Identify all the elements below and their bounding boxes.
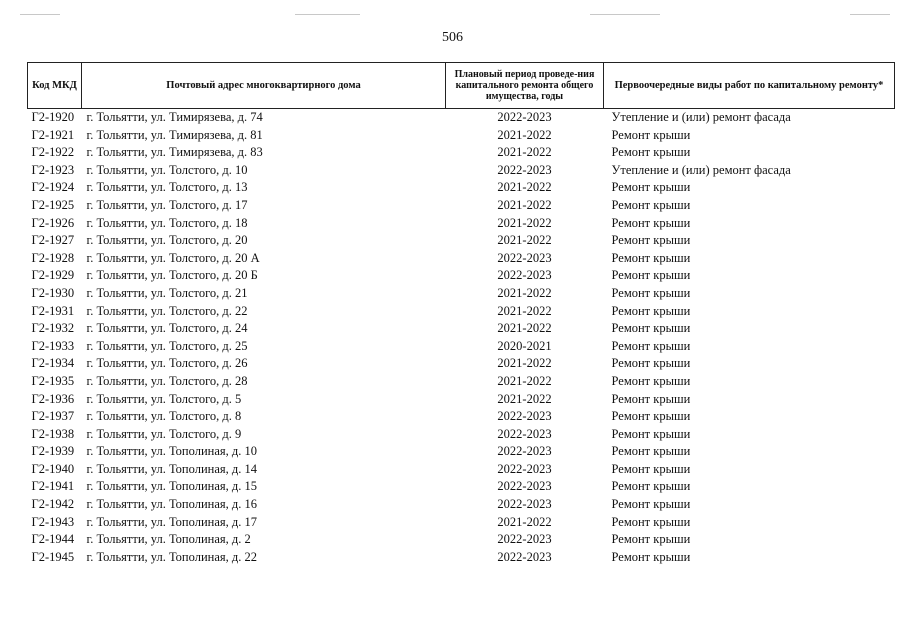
cell-works: Ремонт крыши bbox=[611, 409, 691, 424]
cell-code: Г2-1935 bbox=[31, 373, 75, 388]
cell-works: Ремонт крыши bbox=[611, 321, 691, 336]
table-header-row bbox=[28, 63, 895, 109]
cell-works: Утепление и (или) ремонт фасада bbox=[611, 162, 791, 177]
table-row bbox=[28, 285, 895, 303]
cell-period: 2022-2023 bbox=[497, 444, 552, 459]
cell-period: 2021-2022 bbox=[497, 180, 552, 195]
header-code: Код МКД bbox=[28, 63, 82, 109]
cell-code: Г2-1934 bbox=[31, 356, 75, 371]
cell-works: Ремонт крыши bbox=[611, 461, 691, 476]
cell-period: 2022-2023 bbox=[497, 162, 552, 177]
cell-address: г. Тольятти, ул. Тополиная, д. 14 bbox=[86, 461, 257, 476]
table-row bbox=[28, 461, 895, 479]
cell-address: г. Тольятти, ул. Толстого, д. 20 А bbox=[86, 250, 260, 265]
page-number: 506 bbox=[442, 30, 463, 45]
cell-address: г. Тольятти, ул. Тополиная, д. 15 bbox=[86, 479, 257, 494]
cell-period: 2022-2023 bbox=[497, 250, 552, 265]
table-row bbox=[28, 232, 895, 250]
cell-code: Г2-1937 bbox=[31, 409, 75, 424]
cell-code: Г2-1940 bbox=[31, 461, 75, 476]
cell-code: Г2-1927 bbox=[31, 233, 75, 248]
table-row bbox=[28, 496, 895, 514]
cell-works: Ремонт крыши bbox=[611, 338, 691, 353]
table-row bbox=[28, 531, 895, 549]
scan-artifact bbox=[295, 14, 360, 15]
cell-period: 2021-2022 bbox=[497, 233, 552, 248]
cell-code: Г2-1929 bbox=[31, 268, 75, 283]
table-body bbox=[28, 109, 895, 567]
table-row bbox=[28, 250, 895, 268]
table-row bbox=[28, 373, 895, 391]
cell-code: Г2-1922 bbox=[31, 145, 75, 160]
cell-period: 2021-2022 bbox=[497, 321, 552, 336]
table-row bbox=[28, 162, 895, 180]
table-row bbox=[28, 355, 895, 373]
cell-works: Ремонт крыши bbox=[611, 303, 691, 318]
cell-address: г. Тольятти, ул. Тополиная, д. 16 bbox=[86, 497, 257, 512]
cell-works: Ремонт крыши bbox=[611, 373, 691, 388]
cell-period: 2021-2022 bbox=[497, 373, 552, 388]
table-row bbox=[28, 514, 895, 532]
cell-period: 2021-2022 bbox=[497, 514, 552, 529]
cell-works: Ремонт крыши bbox=[611, 479, 691, 494]
cell-address: г. Тольятти, ул. Толстого, д. 8 bbox=[86, 409, 242, 424]
cell-works: Ремонт крыши bbox=[611, 514, 691, 529]
cell-code: Г2-1938 bbox=[31, 426, 75, 441]
cell-works: Ремонт крыши bbox=[611, 233, 691, 248]
cell-code: Г2-1936 bbox=[31, 391, 75, 406]
cell-code: Г2-1941 bbox=[31, 479, 75, 494]
cell-works: Ремонт крыши bbox=[611, 285, 691, 300]
cell-code: Г2-1943 bbox=[31, 514, 75, 529]
table-row bbox=[28, 320, 895, 338]
table-row bbox=[28, 443, 895, 461]
cell-code: Г2-1920 bbox=[31, 110, 75, 124]
cell-period: 2022-2023 bbox=[497, 110, 552, 124]
table-row bbox=[28, 215, 895, 233]
table-row bbox=[28, 549, 895, 567]
table-row bbox=[28, 426, 895, 444]
cell-works: Ремонт крыши bbox=[611, 215, 691, 230]
cell-works: Ремонт крыши bbox=[611, 497, 691, 512]
cell-address: г. Тольятти, ул. Тополиная, д. 22 bbox=[86, 549, 257, 564]
cell-address: г. Тольятти, ул. Толстого, д. 5 bbox=[86, 391, 242, 406]
cell-address: г. Тольятти, ул. Толстого, д. 22 bbox=[86, 303, 248, 318]
cell-address: г. Тольятти, ул. Толстого, д. 13 bbox=[86, 180, 248, 195]
cell-address: г. Тольятти, ул. Толстого, д. 26 bbox=[86, 356, 248, 371]
table-row bbox=[28, 338, 895, 356]
cell-address: г. Тольятти, ул. Толстого, д. 10 bbox=[86, 162, 248, 177]
table-row bbox=[28, 179, 895, 197]
table-row bbox=[28, 127, 895, 145]
header-works: Первоочередные виды работ по капитальному ремонту* bbox=[604, 63, 895, 109]
cell-address: г. Тольятти, ул. Тополиная, д. 10 bbox=[86, 444, 257, 459]
cell-works: Ремонт крыши bbox=[611, 391, 691, 406]
cell-works: Ремонт крыши bbox=[611, 549, 691, 564]
cell-works: Ремонт крыши bbox=[611, 426, 691, 441]
table-row bbox=[28, 197, 895, 215]
cell-works: Ремонт крыши bbox=[611, 197, 691, 212]
cell-address: г. Тольятти, ул. Толстого, д. 20 bbox=[86, 233, 248, 248]
cell-address: г. Тольятти, ул. Тополиная, д. 17 bbox=[86, 514, 257, 529]
cell-code: Г2-1931 bbox=[31, 303, 75, 318]
cell-address: г. Тольятти, ул. Толстого, д. 28 bbox=[86, 373, 248, 388]
cell-period: 2022-2023 bbox=[497, 268, 552, 283]
cell-period: 2021-2022 bbox=[497, 145, 552, 160]
cell-code: Г2-1932 bbox=[31, 321, 75, 336]
table-row bbox=[28, 391, 895, 409]
cell-code: Г2-1924 bbox=[31, 180, 75, 195]
header-period: Плановый период проведе-ния капитального ремонта общего имущества, годы bbox=[446, 63, 604, 109]
cell-works: Ремонт крыши bbox=[611, 532, 691, 547]
scan-artifact bbox=[850, 14, 890, 15]
cell-works: Ремонт крыши bbox=[611, 356, 691, 371]
cell-address: г. Тольятти, ул. Тополиная, д. 2 bbox=[86, 532, 251, 547]
scan-artifact bbox=[590, 14, 660, 15]
table-row bbox=[28, 408, 895, 426]
cell-address: г. Тольятти, ул. Толстого, д. 24 bbox=[86, 321, 248, 336]
cell-period: 2022-2023 bbox=[497, 549, 552, 564]
cell-period: 2021-2022 bbox=[497, 391, 552, 406]
cell-address: г. Тольятти, ул. Тимирязева, д. 74 bbox=[86, 110, 263, 124]
cell-address: г. Тольятти, ул. Толстого, д. 21 bbox=[86, 285, 248, 300]
table-row bbox=[28, 478, 895, 496]
cell-address: г. Тольятти, ул. Толстого, д. 17 bbox=[86, 197, 248, 212]
table-row bbox=[28, 109, 895, 127]
cell-code: Г2-1933 bbox=[31, 338, 75, 353]
cell-period: 2022-2023 bbox=[497, 426, 552, 441]
cell-code: Г2-1942 bbox=[31, 497, 75, 512]
cell-period: 2022-2023 bbox=[497, 479, 552, 494]
cell-code: Г2-1923 bbox=[31, 162, 75, 177]
cell-works: Ремонт крыши bbox=[611, 180, 691, 195]
cell-period: 2021-2022 bbox=[497, 303, 552, 318]
cell-address: г. Тольятти, ул. Толстого, д. 9 bbox=[86, 426, 242, 441]
cell-works: Ремонт крыши bbox=[611, 268, 691, 283]
cell-period: 2022-2023 bbox=[497, 409, 552, 424]
cell-code: Г2-1944 bbox=[31, 532, 75, 547]
cell-period: 2021-2022 bbox=[497, 197, 552, 212]
cell-period: 2022-2023 bbox=[497, 532, 552, 547]
cell-address: г. Тольятти, ул. Тимирязева, д. 81 bbox=[86, 127, 263, 142]
cell-code: Г2-1925 bbox=[31, 197, 75, 212]
cell-address: г. Тольятти, ул. Тимирязева, д. 83 bbox=[86, 145, 263, 160]
cell-works: Ремонт крыши bbox=[611, 250, 691, 265]
cell-code: Г2-1930 bbox=[31, 285, 75, 300]
cell-address: г. Тольятти, ул. Толстого, д. 18 bbox=[86, 215, 248, 230]
cell-period: 2021-2022 bbox=[497, 356, 552, 371]
table-row bbox=[28, 144, 895, 162]
cell-works: Утепление и (или) ремонт фасада bbox=[611, 110, 791, 124]
repair-schedule-table bbox=[27, 62, 895, 566]
cell-works: Ремонт крыши bbox=[611, 127, 691, 142]
table-row bbox=[28, 303, 895, 321]
cell-works: Ремонт крыши bbox=[611, 145, 691, 160]
cell-address: г. Тольятти, ул. Толстого, д. 25 bbox=[86, 338, 248, 353]
cell-period: 2020-2021 bbox=[497, 338, 552, 353]
cell-period: 2021-2022 bbox=[497, 285, 552, 300]
table-row bbox=[28, 267, 895, 285]
cell-code: Г2-1945 bbox=[31, 549, 75, 564]
cell-code: Г2-1926 bbox=[31, 215, 75, 230]
cell-address: г. Тольятти, ул. Толстого, д. 20 Б bbox=[86, 268, 258, 283]
cell-period: 2021-2022 bbox=[497, 215, 552, 230]
cell-code: Г2-1928 bbox=[31, 250, 75, 265]
cell-period: 2021-2022 bbox=[497, 127, 552, 142]
scan-artifact bbox=[20, 14, 60, 15]
cell-period: 2022-2023 bbox=[497, 461, 552, 476]
cell-works: Ремонт крыши bbox=[611, 444, 691, 459]
header-address: Почтовый адрес многоквартирного дома bbox=[82, 63, 446, 109]
cell-period: 2022-2023 bbox=[497, 497, 552, 512]
cell-code: Г2-1921 bbox=[31, 127, 75, 142]
cell-code: Г2-1939 bbox=[31, 444, 75, 459]
